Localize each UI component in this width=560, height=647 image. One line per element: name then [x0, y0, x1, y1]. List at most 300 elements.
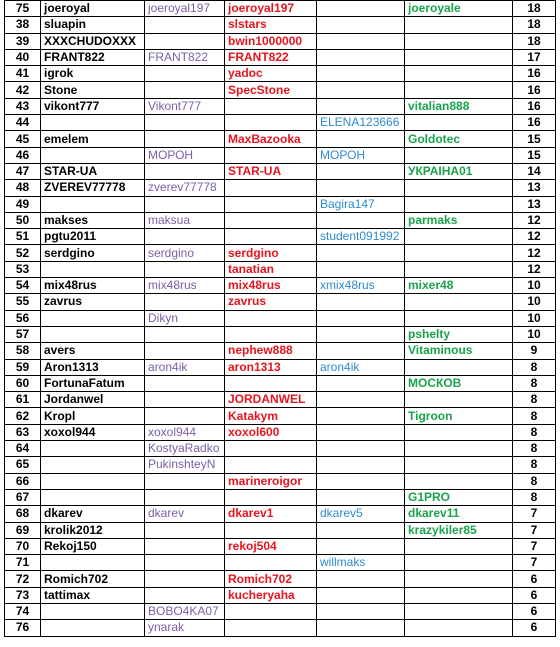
- alias-green-cell: krazykiler85: [405, 522, 513, 538]
- table-row: [5, 33, 556, 49]
- alias-purple-cell: [145, 196, 225, 212]
- row-number-cell: 55: [5, 294, 41, 310]
- alias-purple-cell: [145, 555, 225, 571]
- row-number-cell: 48: [5, 180, 41, 196]
- alias-green-cell: [405, 424, 513, 440]
- alias-red-cell: [225, 98, 317, 114]
- alias-purple-cell: [145, 587, 225, 603]
- alias-purple-cell: Dikyn: [145, 310, 225, 326]
- alias-red-cell: MaxBazooka: [225, 131, 317, 147]
- player-name-cell: joeroyal: [41, 1, 145, 17]
- player-name-cell: vikont777: [41, 98, 145, 114]
- alias-blue-cell: [317, 424, 405, 440]
- alias-blue-cell: МОРОН: [317, 147, 405, 163]
- alias-purple-cell: ynarak: [145, 620, 225, 636]
- row-number-cell: 58: [5, 343, 41, 359]
- alias-red-cell: serdgino: [225, 245, 317, 261]
- row-number-cell: 68: [5, 506, 41, 522]
- score-cell: 12: [513, 261, 556, 277]
- alias-green-cell: dkarev11: [405, 506, 513, 522]
- alias-blue-cell: [317, 163, 405, 179]
- table-row: [5, 17, 556, 33]
- alias-purple-cell: [145, 17, 225, 33]
- alias-purple-cell: aron4ik: [145, 359, 225, 375]
- alias-blue-cell: [317, 326, 405, 342]
- alias-purple-cell: [145, 489, 225, 505]
- alias-purple-cell: dkarev: [145, 506, 225, 522]
- alias-green-cell: Goldotec: [405, 131, 513, 147]
- alias-purple-cell: [145, 473, 225, 489]
- player-name-cell: [41, 261, 145, 277]
- alias-green-cell: vitalian888: [405, 98, 513, 114]
- row-number-cell: 69: [5, 522, 41, 538]
- alias-green-cell: G1PRO: [405, 489, 513, 505]
- alias-red-cell: nephew888: [225, 343, 317, 359]
- table-row: [5, 522, 556, 538]
- score-cell: 6: [513, 587, 556, 603]
- score-cell: 7: [513, 522, 556, 538]
- player-name-cell: [41, 457, 145, 473]
- player-name-cell: xoxol944: [41, 424, 145, 440]
- row-number-cell: 52: [5, 245, 41, 261]
- score-cell: 16: [513, 115, 556, 131]
- table-row: [5, 229, 556, 245]
- table-row: [5, 343, 556, 359]
- score-cell: 12: [513, 229, 556, 245]
- alias-green-cell: Tigroon: [405, 408, 513, 424]
- alias-blue-cell: willmaks: [317, 555, 405, 571]
- row-number-cell: 60: [5, 375, 41, 391]
- player-name-cell: [41, 473, 145, 489]
- alias-purple-cell: [145, 261, 225, 277]
- alias-red-cell: SpecStone: [225, 82, 317, 98]
- row-number-cell: 53: [5, 261, 41, 277]
- alias-red-cell: [225, 212, 317, 228]
- alias-red-cell: yadoc: [225, 66, 317, 82]
- table-row: [5, 1, 556, 17]
- alias-red-cell: Katakym: [225, 408, 317, 424]
- player-name-cell: igrok: [41, 66, 145, 82]
- row-number-cell: 65: [5, 457, 41, 473]
- alias-blue-cell: [317, 392, 405, 408]
- player-name-cell: [41, 620, 145, 636]
- player-name-cell: avers: [41, 343, 145, 359]
- alias-blue-cell: [317, 82, 405, 98]
- alias-purple-cell: [145, 229, 225, 245]
- row-number-cell: 63: [5, 424, 41, 440]
- alias-red-cell: slstars: [225, 17, 317, 33]
- player-name-cell: [41, 441, 145, 457]
- row-number-cell: 47: [5, 163, 41, 179]
- row-number-cell: 76: [5, 620, 41, 636]
- alias-purple-cell: [145, 82, 225, 98]
- score-cell: 18: [513, 17, 556, 33]
- alias-green-cell: [405, 441, 513, 457]
- alias-red-cell: zavrus: [225, 294, 317, 310]
- row-number-cell: 59: [5, 359, 41, 375]
- alias-purple-cell: МОРОН: [145, 147, 225, 163]
- alias-blue-cell: [317, 261, 405, 277]
- alias-blue-cell: [317, 571, 405, 587]
- alias-blue-cell: aron4ik: [317, 359, 405, 375]
- alias-blue-cell: [317, 49, 405, 65]
- alias-blue-cell: [317, 131, 405, 147]
- alias-purple-cell: [145, 66, 225, 82]
- alias-red-cell: [225, 310, 317, 326]
- table-row: [5, 538, 556, 554]
- player-name-cell: Stone: [41, 82, 145, 98]
- table-row: [5, 587, 556, 603]
- alias-red-cell: Romich702: [225, 571, 317, 587]
- alias-purple-cell: [145, 538, 225, 554]
- alias-blue-cell: [317, 489, 405, 505]
- player-name-cell: Kropl: [41, 408, 145, 424]
- alias-green-cell: [405, 245, 513, 261]
- alias-green-cell: Vitaminous: [405, 343, 513, 359]
- table-row: [5, 180, 556, 196]
- alias-green-cell: [405, 261, 513, 277]
- score-cell: 8: [513, 473, 556, 489]
- player-name-cell: STAR-UA: [41, 163, 145, 179]
- row-number-cell: 50: [5, 212, 41, 228]
- alias-red-cell: [225, 196, 317, 212]
- row-number-cell: 74: [5, 603, 41, 619]
- row-number-cell: 61: [5, 392, 41, 408]
- table-row: [5, 278, 556, 294]
- table-row: [5, 212, 556, 228]
- score-cell: 7: [513, 506, 556, 522]
- table-row: [5, 408, 556, 424]
- row-number-cell: 62: [5, 408, 41, 424]
- table-row: [5, 245, 556, 261]
- alias-red-cell: tanatian: [225, 261, 317, 277]
- alias-red-cell: [225, 375, 317, 391]
- alias-blue-cell: [317, 473, 405, 489]
- alias-blue-cell: [317, 66, 405, 82]
- score-cell: 6: [513, 571, 556, 587]
- alias-red-cell: [225, 115, 317, 131]
- alias-green-cell: УКРАІНА01: [405, 163, 513, 179]
- player-name-cell: zavrus: [41, 294, 145, 310]
- table-row: [5, 147, 556, 163]
- score-cell: 7: [513, 538, 556, 554]
- alias-purple-cell: serdgino: [145, 245, 225, 261]
- alias-red-cell: [225, 489, 317, 505]
- row-number-cell: 42: [5, 82, 41, 98]
- alias-blue-cell: [317, 212, 405, 228]
- alias-blue-cell: [317, 522, 405, 538]
- table-row: [5, 441, 556, 457]
- alias-green-cell: МОСКОВ: [405, 375, 513, 391]
- alias-blue-cell: [317, 375, 405, 391]
- alias-red-cell: marineroigor: [225, 473, 317, 489]
- alias-red-cell: [225, 326, 317, 342]
- alias-green-cell: [405, 196, 513, 212]
- score-cell: 6: [513, 603, 556, 619]
- player-name-cell: emelem: [41, 131, 145, 147]
- table-row: [5, 555, 556, 571]
- alias-green-cell: [405, 359, 513, 375]
- alias-green-cell: [405, 147, 513, 163]
- alias-green-cell: joeroyale: [405, 1, 513, 17]
- alias-red-cell: [225, 555, 317, 571]
- alias-purple-cell: [145, 115, 225, 131]
- score-cell: 18: [513, 33, 556, 49]
- table-row: [5, 375, 556, 391]
- alias-green-cell: parmaks: [405, 212, 513, 228]
- alias-green-cell: [405, 620, 513, 636]
- score-cell: 9: [513, 343, 556, 359]
- table-row: [5, 571, 556, 587]
- table-row: [5, 489, 556, 505]
- row-number-cell: 40: [5, 49, 41, 65]
- alias-blue-cell: [317, 620, 405, 636]
- alias-red-cell: joeroyal197: [225, 1, 317, 17]
- table-row: [5, 603, 556, 619]
- alias-green-cell: [405, 229, 513, 245]
- table-row: [5, 506, 556, 522]
- player-name-cell: ZVEREV77778: [41, 180, 145, 196]
- alias-blue-cell: [317, 587, 405, 603]
- alias-red-cell: [225, 229, 317, 245]
- alias-blue-cell: [317, 310, 405, 326]
- player-name-cell: Romich702: [41, 571, 145, 587]
- alias-blue-cell: [317, 538, 405, 554]
- score-cell: 8: [513, 457, 556, 473]
- alias-blue-cell: [317, 98, 405, 114]
- alias-purple-cell: KostyaRadko: [145, 441, 225, 457]
- alias-green-cell: mixer48: [405, 278, 513, 294]
- alias-blue-cell: Bagira147: [317, 196, 405, 212]
- alias-blue-cell: [317, 603, 405, 619]
- player-name-cell: [41, 555, 145, 571]
- row-number-cell: 49: [5, 196, 41, 212]
- alias-blue-cell: [317, 441, 405, 457]
- score-cell: 14: [513, 163, 556, 179]
- row-number-cell: 38: [5, 17, 41, 33]
- table-row: [5, 294, 556, 310]
- row-number-cell: 56: [5, 310, 41, 326]
- table-row: [5, 49, 556, 65]
- alias-purple-cell: [145, 375, 225, 391]
- alias-red-cell: [225, 441, 317, 457]
- player-name-cell: [41, 196, 145, 212]
- player-name-cell: FortunaFatum: [41, 375, 145, 391]
- alias-green-cell: [405, 17, 513, 33]
- table-row: [5, 473, 556, 489]
- alias-purple-cell: [145, 522, 225, 538]
- row-number-cell: 45: [5, 131, 41, 147]
- alias-purple-cell: [145, 163, 225, 179]
- alias-green-cell: [405, 571, 513, 587]
- score-cell: 8: [513, 424, 556, 440]
- alias-purple-cell: FRANT822: [145, 49, 225, 65]
- table-row: [5, 310, 556, 326]
- alias-green-cell: [405, 473, 513, 489]
- alias-green-cell: [405, 82, 513, 98]
- score-cell: 12: [513, 245, 556, 261]
- table-row: [5, 359, 556, 375]
- alias-blue-cell: [317, 457, 405, 473]
- alias-purple-cell: mix48rus: [145, 278, 225, 294]
- alias-purple-cell: Vikont777: [145, 98, 225, 114]
- alias-purple-cell: zverev77778: [145, 180, 225, 196]
- alias-red-cell: mix48rus: [225, 278, 317, 294]
- alias-purple-cell: [145, 131, 225, 147]
- player-name-cell: XXXCHUDOXXX: [41, 33, 145, 49]
- player-name-cell: makses: [41, 212, 145, 228]
- alias-red-cell: [225, 522, 317, 538]
- score-cell: 10: [513, 294, 556, 310]
- row-number-cell: 46: [5, 147, 41, 163]
- alias-red-cell: kucheryaha: [225, 587, 317, 603]
- scores-table-body: [5, 1, 556, 637]
- score-cell: 7: [513, 555, 556, 571]
- player-name-cell: serdgino: [41, 245, 145, 261]
- table-row: [5, 326, 556, 342]
- alias-red-cell: [225, 603, 317, 619]
- row-number-cell: 72: [5, 571, 41, 587]
- score-cell: 15: [513, 147, 556, 163]
- player-name-cell: pgtu2011: [41, 229, 145, 245]
- alias-green-cell: [405, 310, 513, 326]
- score-cell: 10: [513, 278, 556, 294]
- table-row: [5, 261, 556, 277]
- player-name-cell: [41, 603, 145, 619]
- alias-red-cell: [225, 457, 317, 473]
- score-cell: 16: [513, 98, 556, 114]
- row-number-cell: 54: [5, 278, 41, 294]
- alias-red-cell: xoxol600: [225, 424, 317, 440]
- alias-green-cell: [405, 457, 513, 473]
- player-name-cell: krolik2012: [41, 522, 145, 538]
- alias-purple-cell: [145, 392, 225, 408]
- score-cell: 16: [513, 66, 556, 82]
- score-cell: 8: [513, 489, 556, 505]
- alias-green-cell: [405, 180, 513, 196]
- alias-blue-cell: [317, 408, 405, 424]
- alias-blue-cell: [317, 180, 405, 196]
- alias-purple-cell: [145, 326, 225, 342]
- alias-blue-cell: student091992: [317, 229, 405, 245]
- row-number-cell: 75: [5, 1, 41, 17]
- row-number-cell: 41: [5, 66, 41, 82]
- row-number-cell: 51: [5, 229, 41, 245]
- alias-red-cell: dkarev1: [225, 506, 317, 522]
- table-row: [5, 457, 556, 473]
- alias-blue-cell: [317, 1, 405, 17]
- score-cell: 18: [513, 1, 556, 17]
- score-cell: 12: [513, 212, 556, 228]
- score-cell: 15: [513, 131, 556, 147]
- row-number-cell: 73: [5, 587, 41, 603]
- player-name-cell: dkarev: [41, 506, 145, 522]
- row-number-cell: 66: [5, 473, 41, 489]
- alias-purple-cell: [145, 33, 225, 49]
- alias-red-cell: JORDANWEL: [225, 392, 317, 408]
- score-cell: 10: [513, 326, 556, 342]
- player-name-cell: [41, 326, 145, 342]
- score-cell: 8: [513, 441, 556, 457]
- alias-red-cell: aron1313: [225, 359, 317, 375]
- alias-red-cell: rekoj504: [225, 538, 317, 554]
- alias-purple-cell: BOBO4KA07: [145, 603, 225, 619]
- score-cell: 16: [513, 82, 556, 98]
- player-name-cell: tattimax: [41, 587, 145, 603]
- alias-blue-cell: [317, 245, 405, 261]
- player-name-cell: mix48rus: [41, 278, 145, 294]
- alias-purple-cell: maksua: [145, 212, 225, 228]
- alias-red-cell: STAR-UA: [225, 163, 317, 179]
- row-number-cell: 64: [5, 441, 41, 457]
- row-number-cell: 39: [5, 33, 41, 49]
- score-cell: 8: [513, 408, 556, 424]
- alias-red-cell: [225, 180, 317, 196]
- player-name-cell: FRANT822: [41, 49, 145, 65]
- score-cell: 17: [513, 49, 556, 65]
- alias-green-cell: [405, 294, 513, 310]
- player-name-cell: [41, 115, 145, 131]
- row-number-cell: 70: [5, 538, 41, 554]
- player-name-cell: [41, 147, 145, 163]
- score-cell: 8: [513, 375, 556, 391]
- table-row: [5, 163, 556, 179]
- row-number-cell: 44: [5, 115, 41, 131]
- table-row: [5, 115, 556, 131]
- row-number-cell: 57: [5, 326, 41, 342]
- alias-green-cell: [405, 538, 513, 554]
- alias-purple-cell: PukinshteyN: [145, 457, 225, 473]
- alias-red-cell: bwin1000000: [225, 33, 317, 49]
- alias-purple-cell: [145, 343, 225, 359]
- table-row: [5, 82, 556, 98]
- alias-red-cell: [225, 147, 317, 163]
- player-name-cell: Rekoj150: [41, 538, 145, 554]
- alias-purple-cell: [145, 294, 225, 310]
- table-row: [5, 196, 556, 212]
- alias-blue-cell: [317, 33, 405, 49]
- alias-red-cell: [225, 620, 317, 636]
- player-name-cell: [41, 489, 145, 505]
- alias-green-cell: [405, 33, 513, 49]
- alias-green-cell: [405, 587, 513, 603]
- player-name-cell: Aron1313: [41, 359, 145, 375]
- alias-red-cell: FRANT822: [225, 49, 317, 65]
- alias-green-cell: [405, 392, 513, 408]
- alias-blue-cell: [317, 294, 405, 310]
- alias-green-cell: [405, 115, 513, 131]
- alias-green-cell: [405, 555, 513, 571]
- row-number-cell: 71: [5, 555, 41, 571]
- alias-blue-cell: ELENA123666: [317, 115, 405, 131]
- table-row: [5, 424, 556, 440]
- score-cell: 8: [513, 392, 556, 408]
- alias-purple-cell: [145, 571, 225, 587]
- alias-blue-cell: [317, 343, 405, 359]
- player-name-cell: Jordanwel: [41, 392, 145, 408]
- alias-blue-cell: dkarev5: [317, 506, 405, 522]
- player-name-cell: sluapin: [41, 17, 145, 33]
- table-row: [5, 98, 556, 114]
- alias-blue-cell: [317, 17, 405, 33]
- score-cell: 10: [513, 310, 556, 326]
- alias-blue-cell: xmix48rus: [317, 278, 405, 294]
- table-row: [5, 131, 556, 147]
- table-row: [5, 66, 556, 82]
- alias-purple-cell: xoxol944: [145, 424, 225, 440]
- scores-table: [4, 0, 556, 637]
- score-cell: 6: [513, 620, 556, 636]
